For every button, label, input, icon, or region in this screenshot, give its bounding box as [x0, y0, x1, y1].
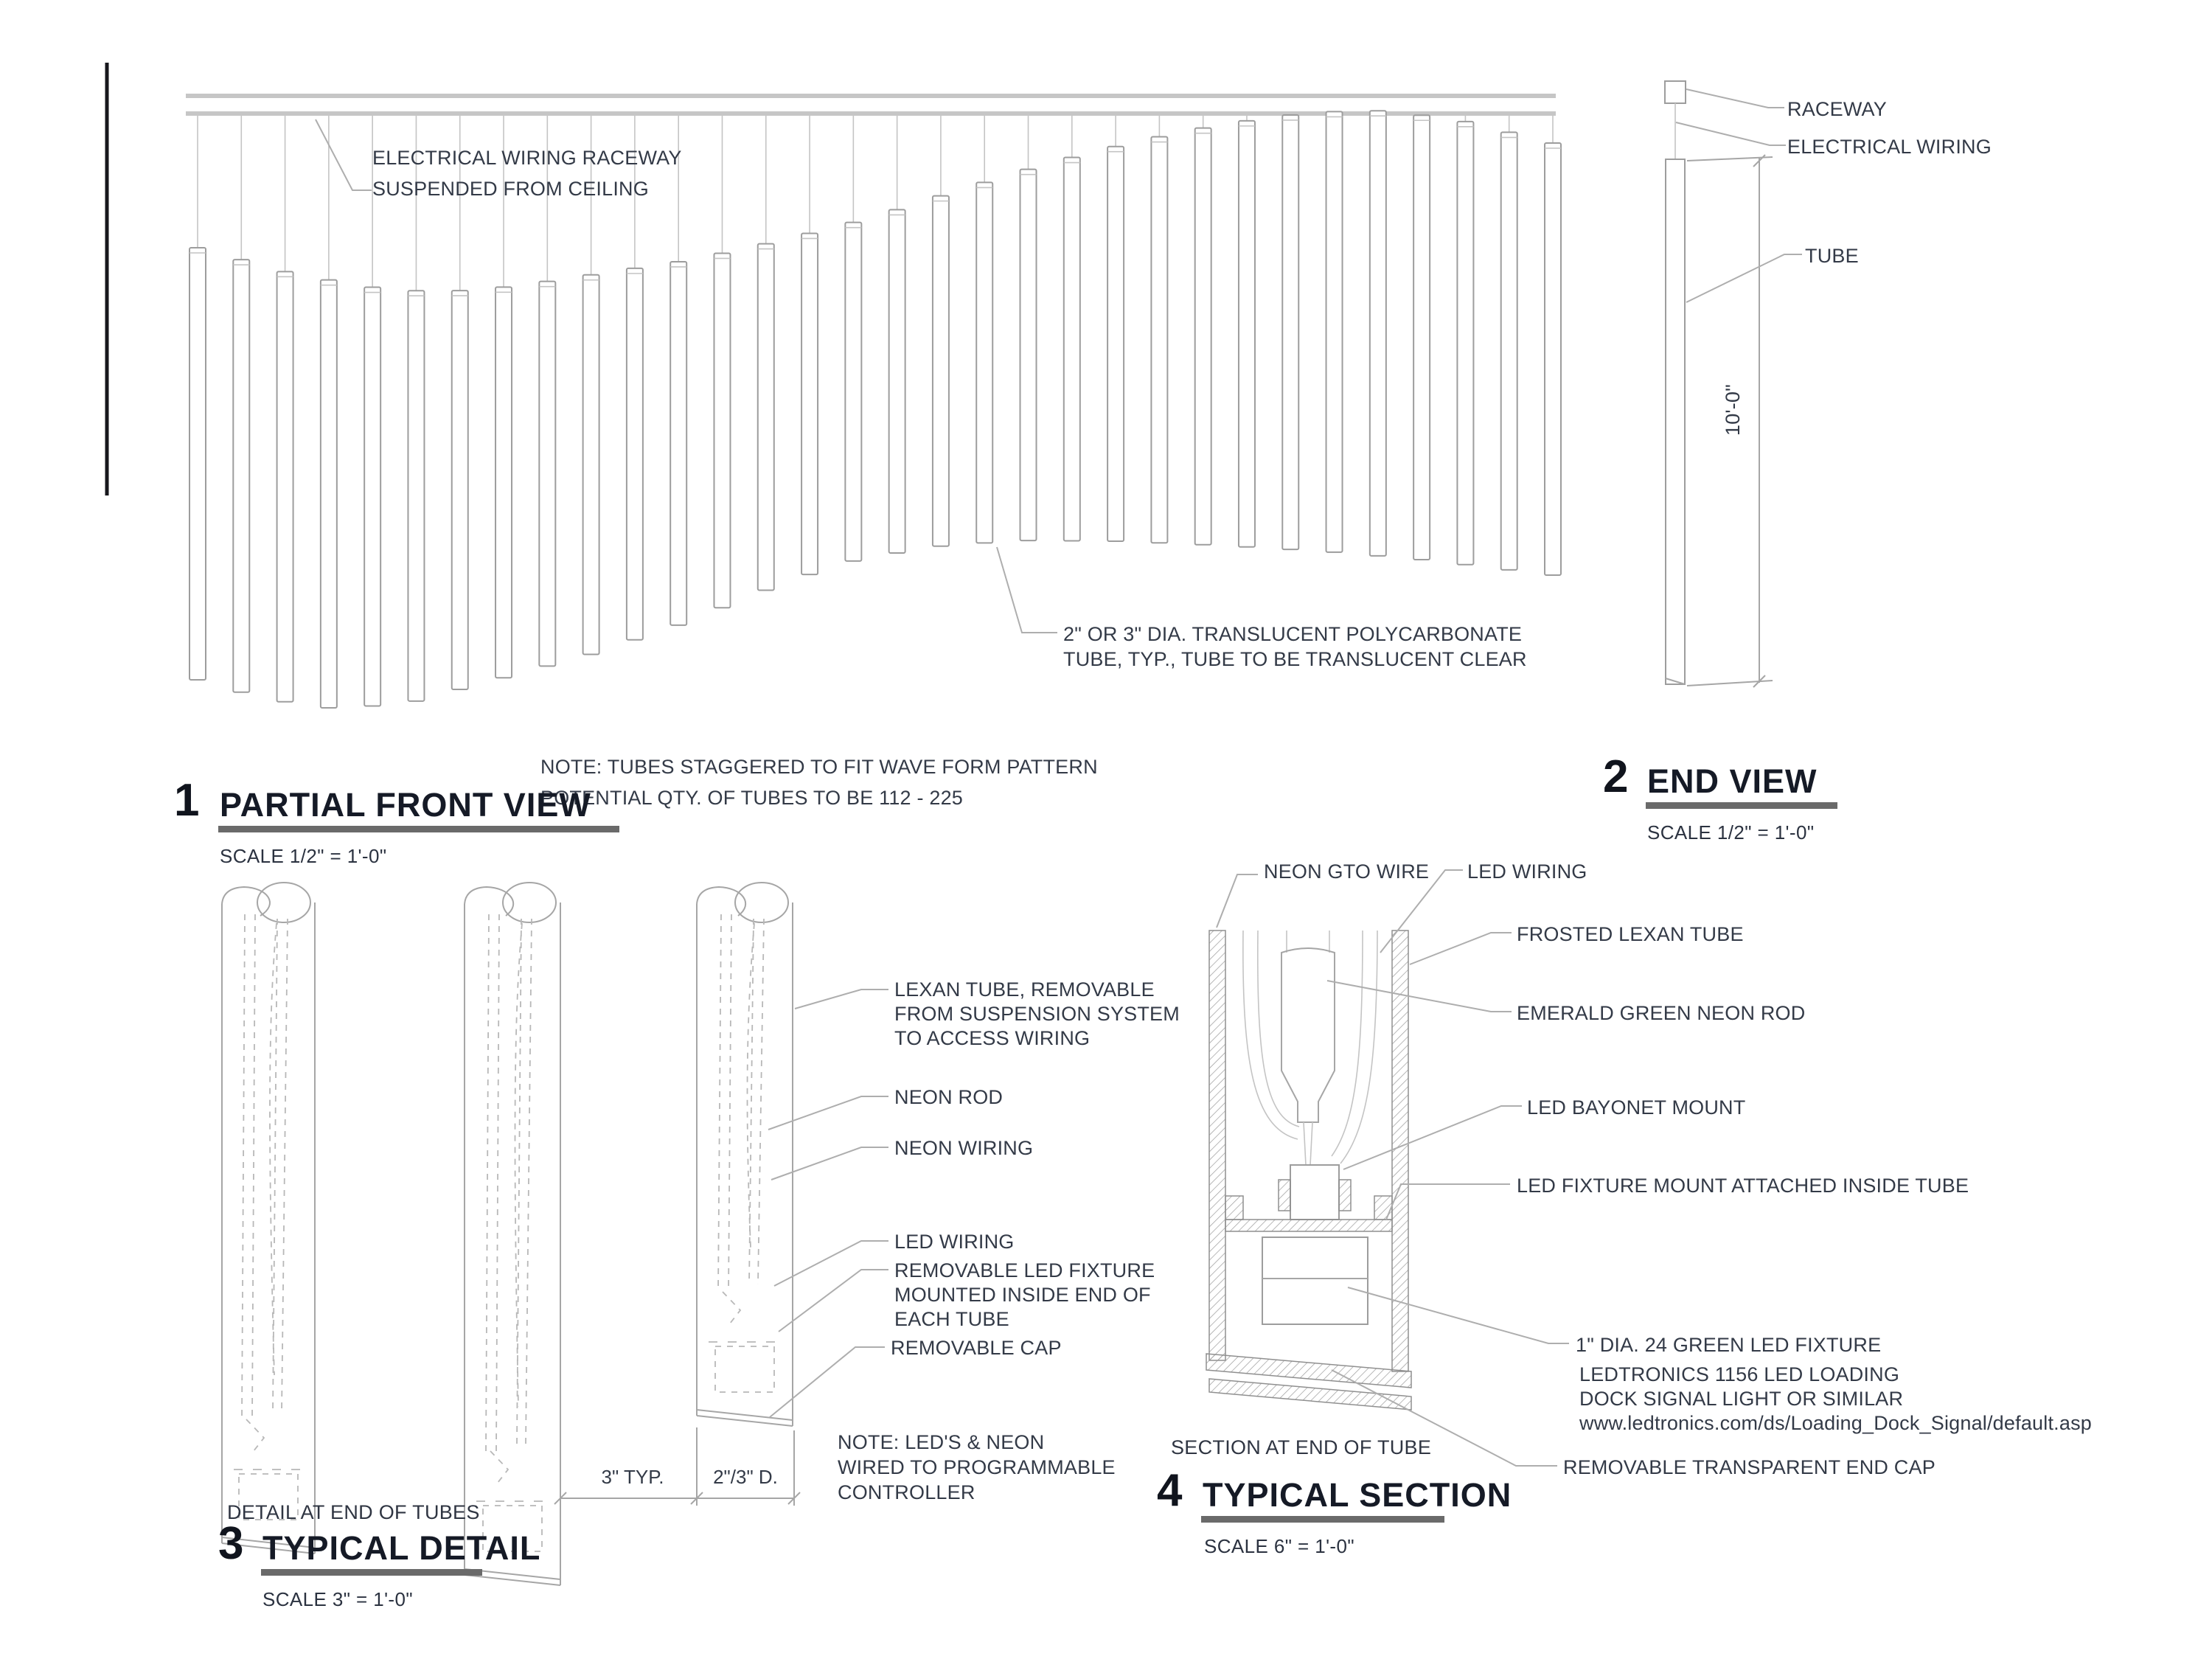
led-fixture-dashed-box: [715, 1346, 774, 1392]
detail-tube: [697, 883, 793, 1426]
neon-rod-dashed-b: [252, 914, 255, 1419]
detail-tube: [465, 883, 560, 1585]
front-tube: [364, 116, 380, 706]
hanging-tube: [583, 275, 599, 655]
hanging-tube: [189, 248, 206, 680]
green-led-leader: [1348, 1287, 1569, 1343]
front-tube: [714, 116, 730, 608]
hanging-tube: [452, 291, 468, 689]
tube-bottom-line2: [697, 1416, 793, 1426]
front-tube: [189, 116, 206, 680]
section-caption: SECTION AT END OF TUBE: [1171, 1436, 1432, 1458]
led-fixture-box: [1262, 1237, 1368, 1324]
led-fixture-leader: [779, 1270, 888, 1332]
bayonet-label: LED BAYONET MOUNT: [1527, 1096, 1746, 1119]
fixture-mount-label: LED FIXTURE MOUNT ATTACHED INSIDE TUBE: [1517, 1175, 1969, 1197]
tube-bottom-line2: [465, 1575, 560, 1585]
neon-rod-label: NEON ROD: [894, 1086, 1004, 1108]
hanging-tube: [845, 223, 861, 561]
tube-leader: [1686, 254, 1802, 302]
hanging-tube: [933, 196, 949, 546]
tube-note-line2: TUBE, TYP., TUBE TO BE TRANSLUCENT CLEAR: [1063, 648, 1527, 670]
hanging-tube: [976, 182, 992, 543]
led-wire-a: [1332, 931, 1363, 1156]
neon-rod-shape: [1281, 948, 1335, 1122]
front-tube: [845, 116, 861, 561]
end-tube-label: TUBE: [1805, 245, 1859, 267]
raceway-label-leader: [316, 119, 372, 190]
electrical-wiring-leader: [1676, 122, 1786, 145]
section-view-number: 4: [1157, 1465, 1183, 1516]
detail-title-underline: [261, 1569, 482, 1576]
detail-view-number: 3: [218, 1518, 244, 1569]
front-tube: [1413, 115, 1430, 560]
hanging-tube: [1326, 111, 1343, 552]
led-wiring-dashed: [515, 923, 522, 1407]
hanging-tube: [670, 262, 686, 625]
section-view-title: TYPICAL SECTION: [1203, 1476, 1512, 1514]
front-tube: [233, 116, 249, 692]
emerald-rod-leader: [1327, 981, 1512, 1012]
lexan-label-line3: TO ACCESS WIRING: [894, 1027, 1091, 1049]
led-fixture-label-line2: MOUNTED INSIDE END OF: [894, 1284, 1151, 1306]
neon-rod-dashed-b: [496, 914, 499, 1451]
led-fixture-label-line3: EACH TUBE: [894, 1308, 1009, 1330]
transparent-cap-label: REMOVABLE TRANSPARENT END CAP: [1563, 1456, 1935, 1478]
detail-note-line2: WIRED TO PROGRAMMABLE: [838, 1456, 1116, 1478]
bayonet-leader: [1343, 1106, 1522, 1169]
end-tube: [1666, 159, 1685, 684]
fixture-mount-plate: [1225, 1220, 1392, 1231]
front-tube: [933, 116, 949, 546]
section-title-underline: [1201, 1516, 1444, 1523]
hanging-tube: [1457, 122, 1473, 565]
mount-clip-right: [1374, 1196, 1392, 1220]
lexan-leader: [795, 990, 888, 1009]
led-wiring-leader: [774, 1241, 888, 1286]
front-tube: [670, 116, 686, 625]
hanging-tube: [1151, 137, 1167, 543]
detail-note-line1: NOTE: LED'S & NEON: [838, 1431, 1045, 1453]
end-raceway-label: RACEWAY: [1787, 98, 1887, 120]
neon-gto-wire-a: [1243, 931, 1298, 1139]
detail-caption: DETAIL AT END OF TUBES: [227, 1501, 480, 1523]
hanging-tube: [539, 282, 555, 667]
tube-top-rim: [735, 883, 788, 922]
detail-view-title: TYPICAL DETAIL: [262, 1529, 541, 1567]
front-tube: [1239, 116, 1255, 547]
section-view-drawing: [1206, 870, 1569, 1466]
tube-top-rim: [503, 883, 556, 922]
raceway-bar-upper: [186, 94, 1556, 98]
front-tube: [1501, 116, 1517, 570]
neon-wiring-label: NEON WIRING: [894, 1137, 1034, 1159]
neon-wiring-dashed-b: [282, 919, 288, 1412]
tube-note-line1: 2" OR 3" DIA. TRANSLUCENT POLYCARBONATE: [1063, 623, 1523, 645]
wiring-loop-dashed: [246, 1419, 264, 1455]
lexan-label-line2: FROM SUSPENSION SYSTEM: [894, 1003, 1180, 1025]
hanging-tube: [889, 209, 905, 553]
front-tube: [1457, 116, 1473, 565]
end-title-underline: [1646, 802, 1837, 809]
mount-clip-left: [1225, 1196, 1243, 1220]
ledtronics-line2: DOCK SIGNAL LIGHT OR SIMILAR: [1579, 1388, 1904, 1410]
hanging-tube: [495, 287, 512, 678]
lexan-label-line1: LEXAN TUBE, REMOVABLE: [894, 978, 1155, 1001]
section-view-scale: SCALE 6" = 1'-0": [1204, 1535, 1354, 1557]
hanging-tube: [1370, 111, 1386, 556]
front-tube: [758, 116, 774, 590]
frosted-tube-label: FROSTED LEXAN TUBE: [1517, 923, 1744, 945]
bayonet-thread-right: [1339, 1180, 1351, 1211]
neon-wiring-dashed-b: [526, 919, 532, 1444]
hanging-tube: [758, 244, 774, 591]
detail-view-scale: SCALE 3" = 1'-0": [262, 1588, 413, 1610]
raceway-bar-lower: [186, 111, 1556, 116]
hanging-tube: [1239, 121, 1255, 547]
front-tube: [1326, 111, 1343, 552]
front-tube: [1151, 116, 1167, 543]
front-tube: [801, 116, 818, 574]
detail-tube: [222, 883, 315, 1554]
frosted-tube-leader: [1410, 933, 1512, 964]
hanging-tube: [408, 291, 424, 701]
neon-rod-dashed-a: [486, 914, 489, 1451]
hanging-tube: [1545, 143, 1561, 575]
front-tube: [1195, 116, 1211, 545]
front-tube: [452, 116, 468, 689]
front-tube: [1282, 115, 1298, 549]
hanging-tube: [627, 268, 643, 640]
green-led-label: 1" DIA. 24 GREEN LED FIXTURE: [1576, 1334, 1882, 1356]
raceway-leader: [1686, 89, 1784, 108]
removable-cap-label: REMOVABLE CAP: [891, 1337, 1062, 1359]
front-tube: [1020, 116, 1037, 540]
diameter-dimension: 2"/3" D.: [713, 1466, 778, 1488]
neon-gto-wire-b: [1258, 931, 1299, 1127]
led-fixture-label-line1: REMOVABLE LED FIXTURE: [894, 1259, 1155, 1281]
neon-gto-label: NEON GTO WIRE: [1264, 860, 1430, 883]
tube-note-leader: [997, 547, 1057, 633]
end-view-scale: SCALE 1/2" = 1'-0": [1647, 821, 1815, 844]
hanging-tube: [1501, 132, 1517, 569]
led-wiring-dashed: [270, 923, 276, 1375]
front-tube: [1370, 111, 1386, 556]
front-tube: [976, 116, 992, 543]
hanging-tube: [1282, 115, 1298, 549]
hanging-tube: [1064, 158, 1080, 541]
hanging-tube: [277, 271, 293, 701]
detail-note-line3: CONTROLLER: [838, 1481, 975, 1503]
end-raceway-square: [1665, 81, 1686, 103]
end-electrical-label: ELECTRICAL WIRING: [1787, 136, 1992, 158]
detail-led-wiring-label: LED WIRING: [894, 1231, 1015, 1253]
end-view-number: 2: [1603, 751, 1629, 802]
front-note-line2: POTENTIAL QTY. OF TUBES TO BE 112 - 225: [540, 787, 964, 809]
raceway-label-line2: SUSPENDED FROM CEILING: [372, 178, 649, 200]
hanging-tube: [714, 253, 730, 608]
hanging-tube: [321, 280, 337, 708]
end-height-dimension: 10'-0": [1722, 384, 1744, 436]
rod-lead-b: [1310, 1122, 1312, 1165]
hanging-tube: [1195, 128, 1211, 545]
hanging-tube: [1107, 147, 1124, 541]
hanging-tube: [801, 233, 818, 574]
ledtronics-line1: LEDTRONICS 1156 LED LOADING: [1579, 1363, 1900, 1385]
neon-rod-dashed-b: [728, 914, 731, 1292]
rod-lead-a: [1304, 1122, 1306, 1165]
end-view-title: END VIEW: [1647, 762, 1818, 800]
hanging-tube: [364, 288, 380, 706]
emerald-rod-label: EMERALD GREEN NEON ROD: [1517, 1002, 1806, 1024]
ledtronics-url: www.ledtronics.com/ds/Loading_Dock_Signal/default.asp: [1579, 1412, 2092, 1434]
front-note-line1: NOTE: TUBES STAGGERED TO FIT WAVE FORM PATTERN: [540, 756, 1098, 778]
section-led-wiring-label: LED WIRING: [1467, 860, 1587, 883]
section-left-wall: [1209, 931, 1225, 1360]
front-view-number: 1: [174, 775, 200, 826]
removable-cap-leader: [770, 1347, 885, 1417]
bayonet-thread-left: [1279, 1180, 1290, 1211]
bayonet-mount: [1290, 1165, 1339, 1220]
neon-rod-dashed-a: [242, 914, 245, 1419]
front-tube: [1064, 116, 1080, 541]
hanging-tube: [233, 260, 249, 692]
hanging-tube: [1020, 170, 1037, 540]
front-title-underline: [218, 826, 619, 832]
raceway-label-line1: ELECTRICAL WIRING RACEWAY: [372, 147, 682, 169]
neon-wiring-leader: [771, 1147, 888, 1180]
neon-rod-dashed-a: [718, 914, 721, 1292]
front-tube: [408, 116, 424, 701]
front-view-drawing: [107, 63, 1561, 708]
front-tube: [1107, 116, 1124, 541]
front-view-scale: SCALE 1/2" = 1'-0": [220, 845, 387, 867]
front-tube: [321, 116, 337, 708]
spacing-dimension: 3" TYP.: [601, 1466, 664, 1488]
front-tube: [277, 116, 293, 702]
front-tube: [889, 116, 905, 553]
hanging-tube: [1413, 115, 1430, 560]
section-right-wall: [1392, 931, 1408, 1371]
tube-top-rim: [257, 883, 310, 922]
wiring-loop-dashed: [490, 1451, 508, 1486]
wiring-loop-dashed: [723, 1292, 740, 1327]
front-view-title: PARTIAL FRONT VIEW: [220, 786, 591, 824]
neon-gto-leader: [1217, 874, 1258, 928]
front-tube: [1545, 116, 1561, 575]
tube-bottom-line1: [697, 1410, 793, 1420]
neon-rod-leader: [768, 1096, 888, 1130]
neon-wiring-dashed-b: [758, 919, 764, 1284]
